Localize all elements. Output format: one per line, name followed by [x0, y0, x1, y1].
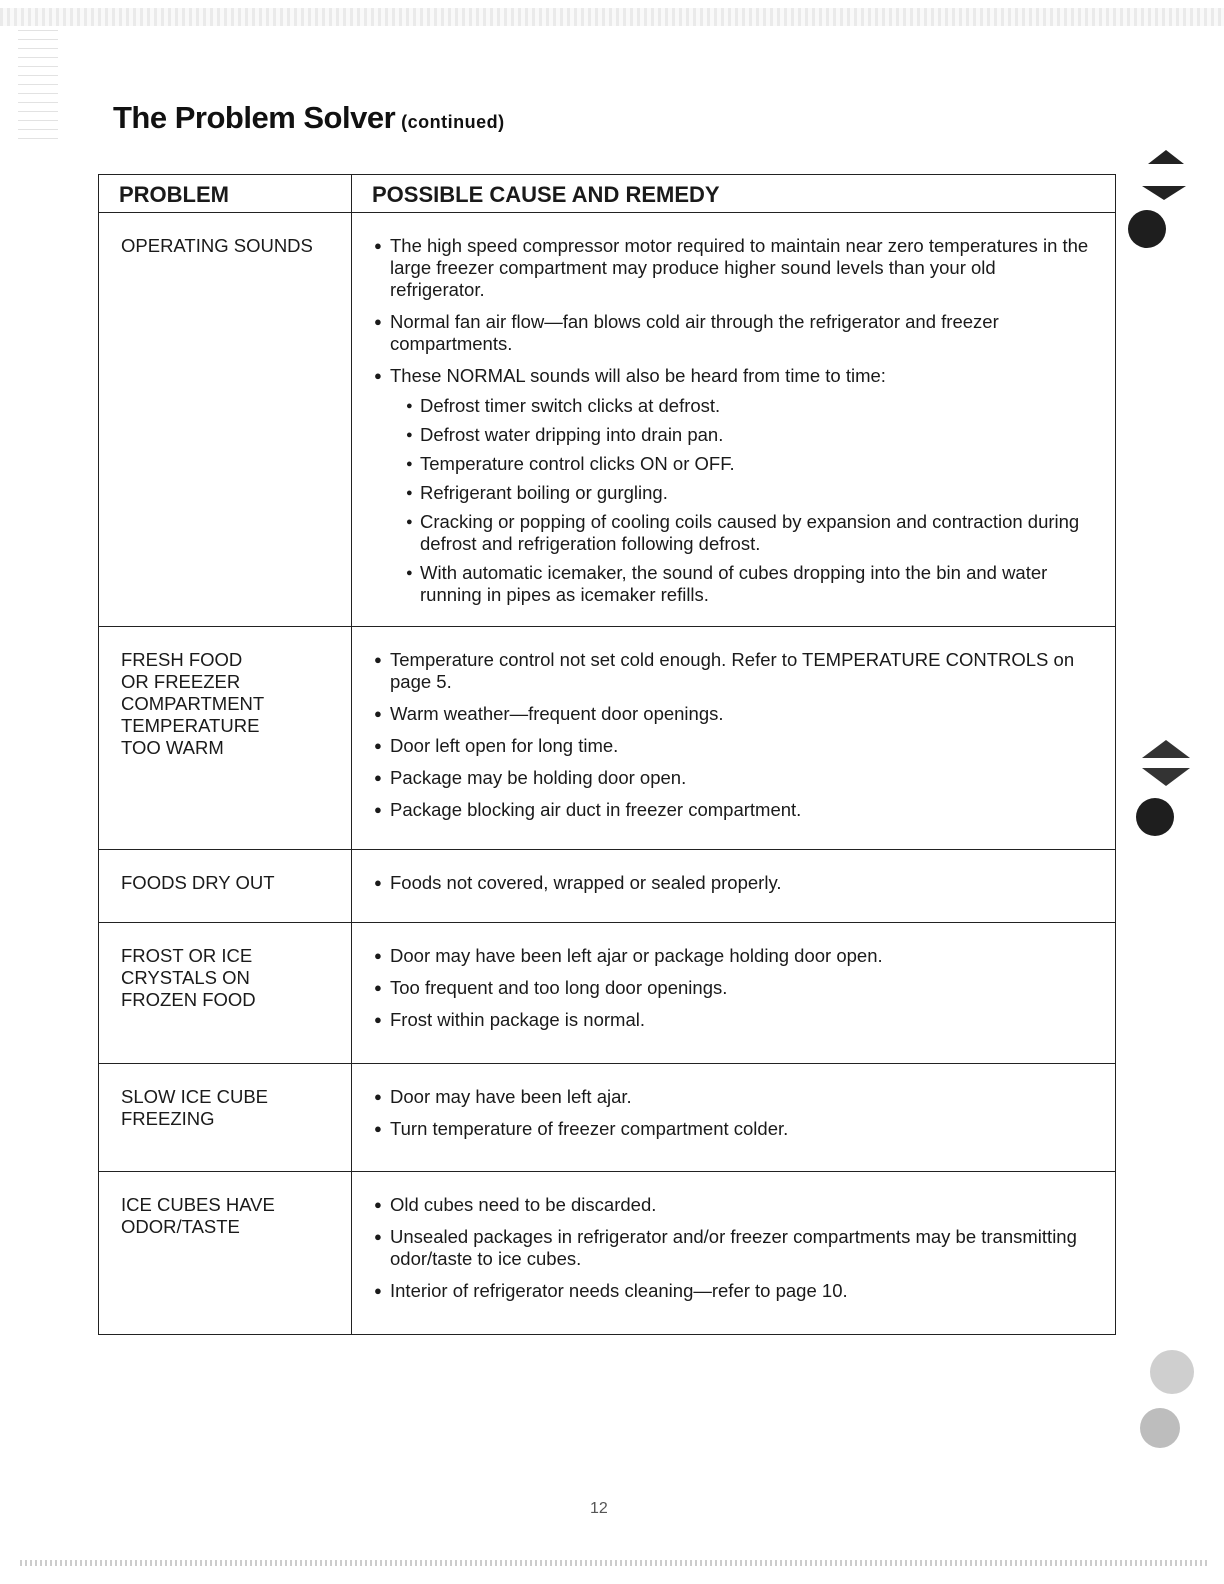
scan-artifact-margin [18, 30, 58, 140]
binder-mark-top-wedge-2 [1142, 186, 1186, 200]
scan-artifact-bottom [20, 1560, 1210, 1566]
remedy-cell [352, 1172, 1116, 1335]
remedy-item-text: These NORMAL sounds will also be heard from time to time: [390, 365, 886, 386]
sub-remedy-item: ● Cracking or popping of cooling coils caused by expansion and contraction during defrost and refrigeration following defrost. [406, 511, 1093, 555]
binder-hole-2 [1136, 798, 1174, 836]
remedy-list [374, 945, 1093, 1031]
remedy-list [374, 1194, 1093, 1302]
normal-sounds-list [390, 395, 1093, 606]
scan-artifact-top [0, 8, 1224, 26]
table-header-row [99, 175, 1116, 213]
remedy-item: ● Door may have been left ajar. [374, 1086, 1093, 1108]
title-main: The Problem Solver [113, 100, 396, 135]
problem-label: OPERATING SOUNDS [121, 235, 313, 256]
remedy-item: ● Normal fan air flow—fan blows cold air through the refrigerator and freezer compartments. [374, 311, 1093, 355]
problem-label: FOODS DRY OUT [121, 872, 275, 893]
sub-remedy-item: ● Defrost water dripping into drain pan. [406, 424, 1093, 446]
table-row [99, 850, 1116, 923]
remedy-cell [352, 627, 1116, 850]
header-remedy: POSSIBLE CAUSE AND REMEDY [352, 175, 1116, 213]
remedy-cell [352, 850, 1116, 923]
sub-remedy-item: ● Temperature control clicks ON or OFF. [406, 453, 1093, 475]
binder-mark-mid-wedge-2 [1142, 768, 1190, 786]
remedy-list [374, 235, 1093, 606]
sub-remedy-item: ● Refrigerant boiling or gurgling. [406, 482, 1093, 504]
remedy-list [374, 872, 1093, 894]
page-title [113, 100, 505, 136]
header-problem: PROBLEM [99, 175, 352, 213]
problem-label: ICE CUBES HAVE ODOR/TASTE [121, 1194, 275, 1237]
binder-hole-3 [1150, 1350, 1194, 1394]
binder-mark-mid-wedge [1142, 740, 1190, 758]
remedy-item: ● Foods not covered, wrapped or sealed properly. [374, 872, 1093, 894]
problem-cell [99, 213, 352, 627]
remedy-item: ● Frost within package is normal. [374, 1009, 1093, 1031]
table-row [99, 1172, 1116, 1335]
remedy-cell [352, 213, 1116, 627]
binder-hole-4 [1140, 1408, 1180, 1448]
remedy-item: ● Door left open for long time. [374, 735, 1093, 757]
remedy-item: ● Warm weather—frequent door openings. [374, 703, 1093, 725]
binder-mark-top-wedge [1148, 150, 1184, 164]
remedy-item: ● Old cubes need to be discarded. [374, 1194, 1093, 1216]
binder-hole-1 [1128, 210, 1166, 248]
remedy-item [374, 365, 1093, 606]
table-row [99, 213, 1116, 627]
problem-label: FROST OR ICE CRYSTALS ON FROZEN FOOD [121, 945, 256, 1010]
problem-cell [99, 1172, 352, 1335]
remedy-item: ● The high speed compressor motor required to maintain near zero temperatures in the large freezer compartment may produce higher sound levels than your old refrigerator. [374, 235, 1093, 301]
problem-label: SLOW ICE CUBE FREEZING [121, 1086, 268, 1129]
page-number: 12 [590, 1500, 608, 1517]
problem-cell [99, 1064, 352, 1172]
remedy-item: ● Door may have been left ajar or package holding door open. [374, 945, 1093, 967]
remedy-cell [352, 1064, 1116, 1172]
sub-remedy-item: ● Defrost timer switch clicks at defrost. [406, 395, 1093, 417]
remedy-item: ● Package may be holding door open. [374, 767, 1093, 789]
problem-cell [99, 850, 352, 923]
remedy-item: ● Temperature control not set cold enough. Refer to TEMPERATURE CONTROLS on page 5. [374, 649, 1093, 693]
problem-solver-table [98, 174, 1116, 1335]
remedy-list [374, 1086, 1093, 1140]
table-row [99, 923, 1116, 1064]
remedy-item: ● Interior of refrigerator needs cleaning—refer to page 10. [374, 1280, 1093, 1302]
problem-cell [99, 627, 352, 850]
title-suffix: (continued) [401, 112, 505, 132]
remedy-item: ● Turn temperature of freezer compartment colder. [374, 1118, 1093, 1140]
remedy-cell [352, 923, 1116, 1064]
table-row [99, 1064, 1116, 1172]
remedy-list [374, 649, 1093, 821]
remedy-item: ● Unsealed packages in refrigerator and/or freezer compartments may be transmitting odor/taste to ice cubes. [374, 1226, 1093, 1270]
problem-cell [99, 923, 352, 1064]
problem-label: FRESH FOOD OR FREEZER COMPARTMENT TEMPERATURE TOO WARM [121, 649, 265, 758]
remedy-item: ● Package blocking air duct in freezer compartment. [374, 799, 1093, 821]
remedy-item: ● Too frequent and too long door openings. [374, 977, 1093, 999]
table-row [99, 627, 1116, 850]
sub-remedy-item: ● With automatic icemaker, the sound of cubes dropping into the bin and water running in pipes as icemaker refills. [406, 562, 1093, 606]
